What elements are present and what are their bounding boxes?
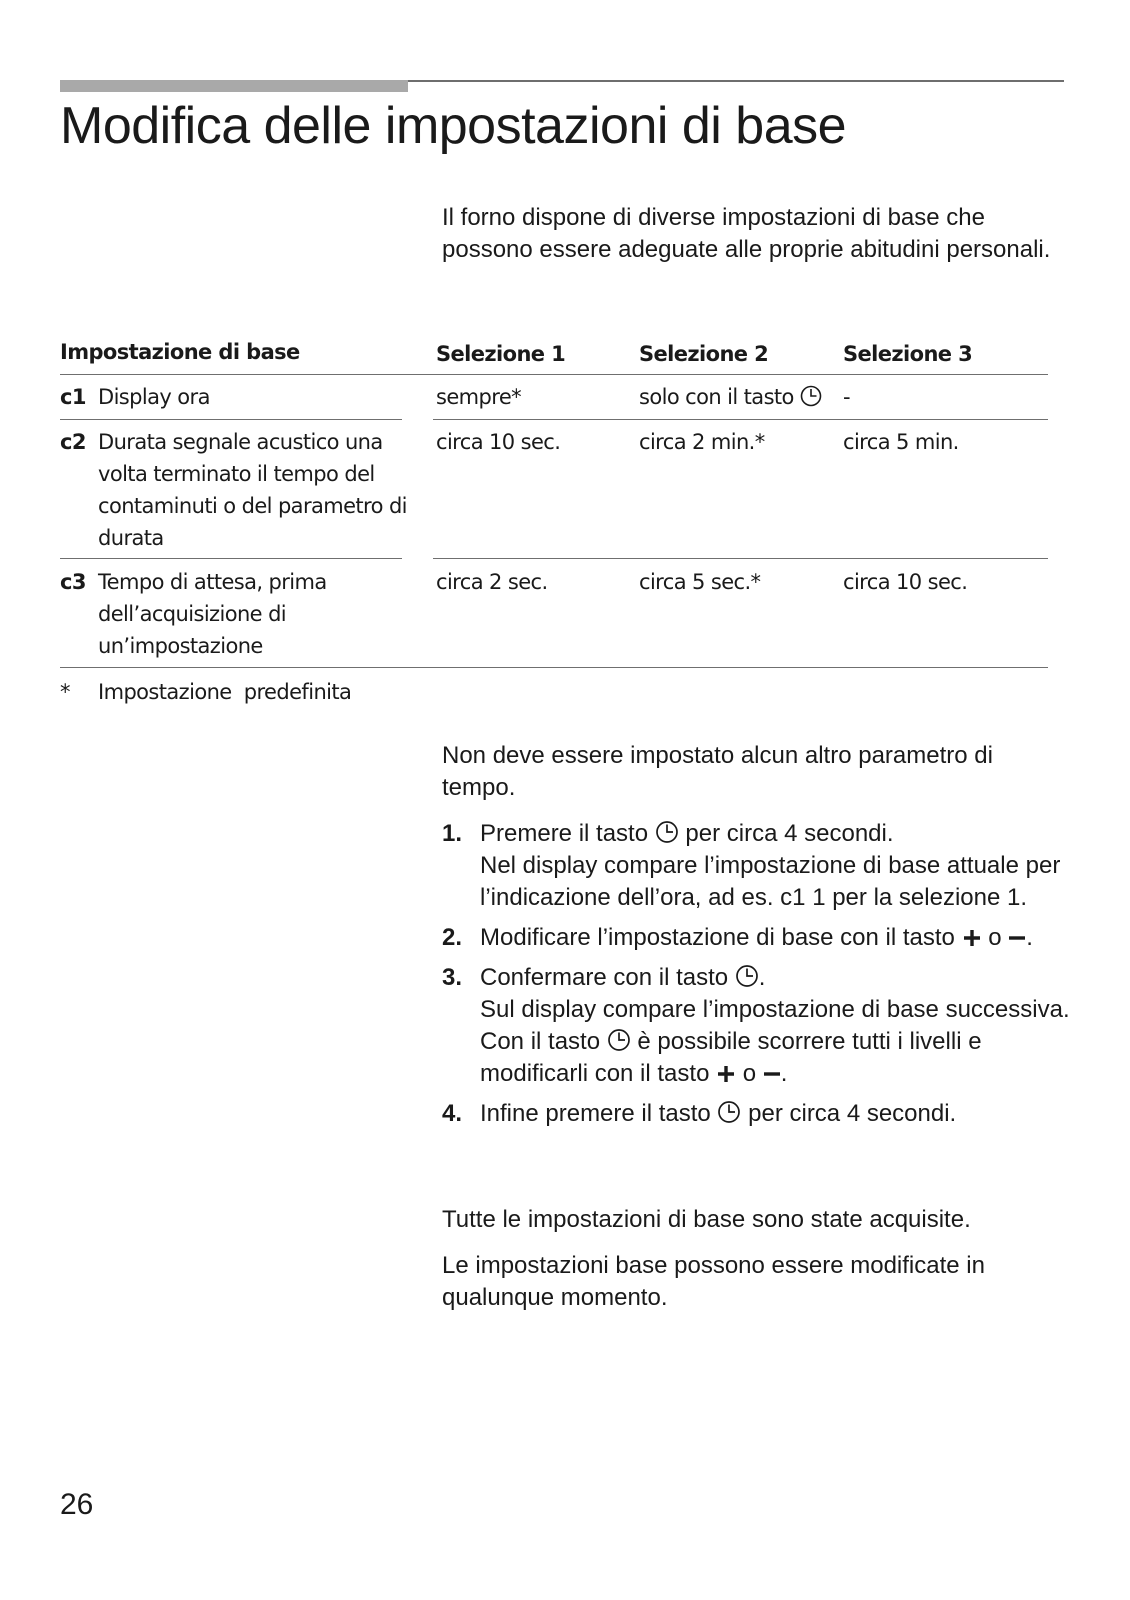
table-row-c1-setting bbox=[60, 381, 410, 413]
step-detail: Sul display compare l’impostazione di base successiva. Con il tasto bbox=[480, 996, 1070, 1055]
step-number: 1. bbox=[442, 820, 463, 847]
top-rule-thin bbox=[408, 80, 1064, 82]
clock-icon bbox=[735, 964, 759, 988]
step-text: . bbox=[758, 964, 766, 991]
clock-icon bbox=[607, 1028, 631, 1052]
table-row-c3-setting bbox=[60, 566, 410, 666]
intro-paragraph: Il forno dispone di diverse impostazioni di base che possono essere adeguate alle proprie abitudini personali. bbox=[442, 204, 1051, 263]
table-row-c3-sel2: circa 5 sec.* bbox=[639, 570, 761, 594]
footnote-symbol: * bbox=[60, 680, 70, 704]
step-text: Infine premere il tasto bbox=[480, 1100, 711, 1127]
plus-icon bbox=[962, 928, 982, 948]
step-3 bbox=[442, 962, 1082, 1090]
setting-code: c2 bbox=[60, 430, 86, 454]
table-row-c3-sel3: circa 10 sec. bbox=[843, 570, 968, 594]
step-text: . bbox=[1026, 924, 1033, 951]
table-footnote bbox=[60, 676, 351, 708]
row-rule bbox=[433, 419, 1048, 420]
table-row-c1-sel2 bbox=[639, 381, 822, 413]
page-title: Modifica delle impostazioni di base bbox=[60, 97, 847, 155]
clock-icon bbox=[655, 820, 679, 844]
table-row-c1-sel3: - bbox=[843, 385, 850, 409]
step-text: per circa 4 secondi. bbox=[748, 1100, 957, 1127]
table-row-c2-sel1: circa 10 sec. bbox=[436, 430, 561, 454]
step-number: 2. bbox=[442, 924, 463, 951]
row-rule bbox=[433, 558, 1048, 559]
setting-code: c1 bbox=[60, 385, 86, 409]
step-text: per circa 4 secondi. bbox=[685, 820, 894, 847]
table-row-c2-setting bbox=[60, 426, 410, 556]
step-detail: o bbox=[742, 1060, 757, 1087]
header-rule bbox=[60, 374, 1048, 375]
step-number: 3. bbox=[442, 964, 463, 991]
footnote-text: Impostazione predefinita bbox=[98, 680, 352, 704]
top-rule bbox=[60, 80, 1064, 92]
step-text: Premere il tasto bbox=[480, 820, 649, 847]
clock-icon bbox=[800, 385, 822, 407]
table-row-c3-sel1: circa 2 sec. bbox=[436, 570, 548, 594]
minus-icon bbox=[1008, 928, 1026, 948]
setting-description: Tempo di attesa, prima dell’acquisizione di un’impostazione bbox=[98, 570, 327, 658]
row-rule bbox=[60, 419, 402, 420]
top-rule-thick bbox=[60, 80, 408, 92]
step-text: Confermare con il tasto bbox=[480, 964, 729, 991]
sel2-text: solo con il tasto bbox=[639, 385, 794, 409]
step-detail: Nel display compare l’impostazione di base attuale per l’indicazione dell’ora, ad es. c1 1 per la selezione 1. bbox=[480, 852, 1061, 911]
header-selection-1: Selezione 1 bbox=[436, 342, 566, 366]
header-setting: Impostazione di base bbox=[60, 340, 300, 364]
closing-paragraph-2: Le impostazioni base possono essere modificate in qualunque momento. bbox=[442, 1252, 985, 1311]
clock-icon bbox=[717, 1100, 741, 1124]
header-selection-3: Selezione 3 bbox=[843, 342, 973, 366]
minus-icon bbox=[763, 1064, 781, 1084]
step-2 bbox=[442, 922, 1082, 954]
table-row-c2-sel2: circa 2 min.* bbox=[639, 430, 765, 454]
step-detail: è possibile scorrere tutti i livelli e modificarli con il tasto bbox=[480, 1028, 982, 1087]
setting-description: Display ora bbox=[98, 385, 210, 409]
closing-paragraph-1: Tutte le impostazioni di base sono state acquisite. bbox=[442, 1206, 971, 1233]
steps-list bbox=[442, 818, 1082, 1138]
plus-icon bbox=[716, 1064, 736, 1084]
step-text: Modificare l’impostazione di base con il tasto bbox=[480, 924, 955, 951]
row-rule bbox=[60, 558, 402, 559]
table-bottom-rule bbox=[60, 667, 1048, 668]
header-selection-2: Selezione 2 bbox=[639, 342, 769, 366]
table-row-c1-sel1: sempre* bbox=[436, 385, 522, 409]
step-text: o bbox=[988, 924, 1002, 951]
step-number: 4. bbox=[442, 1100, 463, 1127]
step-1 bbox=[442, 818, 1082, 914]
step-detail: . bbox=[780, 1060, 788, 1087]
step-4 bbox=[442, 1098, 1082, 1130]
setting-code: c3 bbox=[60, 570, 86, 594]
table-row-c2-sel3: circa 5 min. bbox=[843, 430, 959, 454]
page-number: 26 bbox=[60, 1488, 94, 1521]
lead-paragraph: Non deve essere impostato alcun altro parametro di tempo. bbox=[442, 742, 993, 801]
setting-description: Durata segnale acustico una volta terminato il tempo del contaminuti o del parametro di durata bbox=[98, 430, 407, 550]
